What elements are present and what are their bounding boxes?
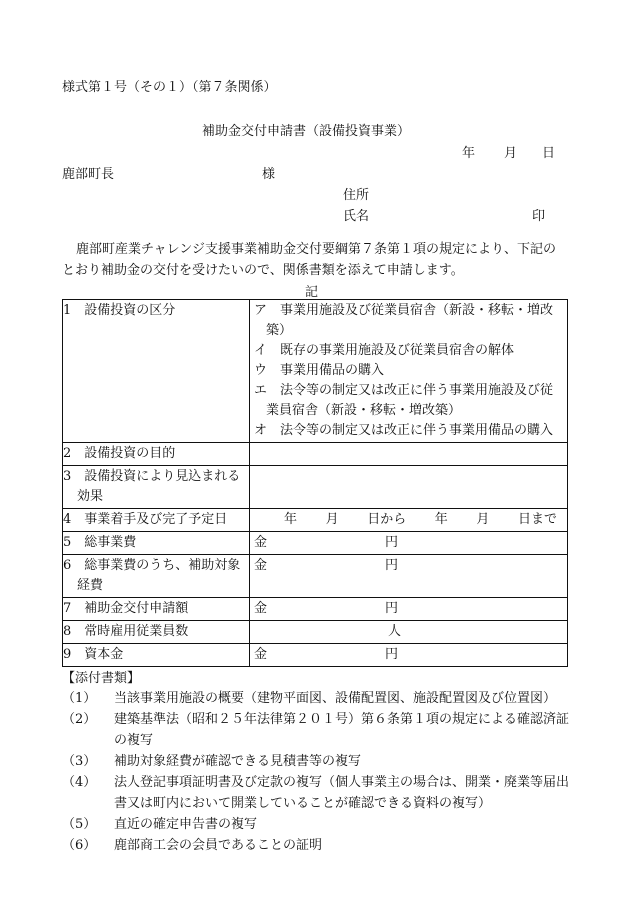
date-line (462, 142, 555, 161)
item-text: 補助対象経費が確認できる見積書等の複写 (114, 754, 362, 769)
row-label: 3 設備投資により見込まれる効果 (63, 466, 250, 509)
capital-field[interactable] (250, 644, 568, 667)
item-number: （2） (62, 712, 97, 727)
list-item (62, 814, 572, 835)
item-number: （3） (62, 754, 97, 769)
list-item (62, 709, 572, 751)
row-label: 2 設備投資の目的 (63, 443, 250, 466)
date-day: 日 (542, 146, 556, 161)
address-label: 住所 (343, 188, 370, 203)
intro-paragraph: 鹿部町産業チャレンジ支援事業補助金交付要綱第７条第１項の規定により、下記のとおり補助金の交付を受けたいので、関係書類を添えて申請します。 (62, 242, 556, 278)
list-item (62, 772, 572, 814)
seal-mark: 印 (532, 209, 546, 224)
list-item (62, 688, 572, 709)
item-text: 直近の確定申告書の複写 (114, 817, 258, 832)
attachments-heading: 【添付書類】 (62, 671, 141, 686)
amount-prefix: 金 (254, 535, 268, 550)
amount-unit: 円 (385, 647, 399, 662)
row-label: 8 常時雇用従業員数 (63, 621, 250, 644)
from-month: 月 (325, 512, 339, 527)
document-title: 補助金交付申請書（設備投資事業） (202, 124, 411, 139)
row-label: 7 補助金交付申請額 (63, 598, 250, 621)
amount-unit: 円 (385, 535, 399, 550)
amount-prefix: 金 (254, 558, 268, 573)
application-table (62, 299, 568, 667)
from-year: 年 (284, 512, 298, 527)
item-text: 当該事業用施設の概要（建物平面図、設備配置図、施設配置図及び位置図） (114, 691, 557, 706)
table-row (63, 598, 568, 621)
table-row (63, 555, 568, 598)
table-row (63, 443, 568, 466)
to-day: 日まで (517, 512, 557, 527)
requested-amount-field[interactable] (250, 598, 568, 621)
amount-prefix: 金 (254, 647, 268, 662)
attachments-list (62, 688, 572, 856)
row-label: 6 総事業費のうち、補助対象経費 (63, 555, 250, 598)
to-month: 月 (476, 512, 490, 527)
table-row (63, 621, 568, 644)
row-label: 4 事業着手及び完了予定日 (63, 509, 250, 532)
purpose-field[interactable] (250, 443, 568, 466)
option-a: ア 事業用施設及び従業員宿舎（新設・移転・増改築） (254, 303, 554, 338)
table-row (63, 532, 568, 555)
count-unit: 人 (388, 624, 402, 639)
item-number: （1） (62, 691, 97, 706)
honorific: 様 (262, 167, 276, 182)
option-i: イ 既存の事業用施設及び従業員宿舎の解体 (254, 343, 515, 358)
row-label: 1 設備投資の区分 (63, 300, 250, 443)
list-item (62, 751, 572, 772)
table-row (63, 509, 568, 532)
option-o: オ 法令等の制定又は改正に伴う事業用備品の購入 (254, 423, 554, 438)
item-number: （5） (62, 817, 97, 832)
row-label: 5 総事業費 (63, 532, 250, 555)
amount-unit: 円 (385, 601, 399, 616)
list-item (62, 835, 572, 856)
date-year: 年 (462, 146, 476, 161)
from-day: 日から (367, 512, 407, 527)
option-u: ウ 事業用備品の購入 (254, 363, 385, 378)
effect-field[interactable] (250, 466, 568, 509)
investment-type-options (250, 300, 568, 443)
item-number: （6） (62, 838, 97, 853)
date-month: 月 (504, 146, 518, 161)
item-number: （4） (62, 775, 97, 790)
row-label: 9 資本金 (63, 644, 250, 667)
table-row (63, 300, 568, 443)
table-row (63, 644, 568, 667)
total-cost-field[interactable] (250, 532, 568, 555)
table-row (63, 466, 568, 509)
name-label: 氏名 (343, 209, 370, 224)
schedule-field[interactable] (250, 509, 568, 532)
to-year: 年 (434, 512, 448, 527)
option-e: エ 法令等の制定又は改正に伴う事業用施設及び従業員宿舎（新設・移転・増改築） (254, 383, 554, 418)
employee-count-field[interactable] (250, 621, 568, 644)
form-number: 様式第１号（その１）（第７条関係） (62, 80, 277, 95)
item-text: 法人登記事項証明書及び定款の複写（個人事業主の場合は、開業・廃業等届出書又は町内において開業していることが確認できる資料の複写） (114, 775, 570, 811)
item-text: 建築基準法（昭和２５年法律第２０１号）第６条第１項の規定による確認済証の複写 (114, 712, 570, 748)
ki-heading: 記 (305, 285, 319, 300)
eligible-cost-field[interactable] (250, 555, 568, 598)
item-text: 鹿部商工会の会員であることの証明 (114, 838, 323, 853)
amount-unit: 円 (385, 558, 399, 573)
amount-prefix: 金 (254, 601, 268, 616)
addressee: 鹿部町長 (62, 167, 115, 182)
